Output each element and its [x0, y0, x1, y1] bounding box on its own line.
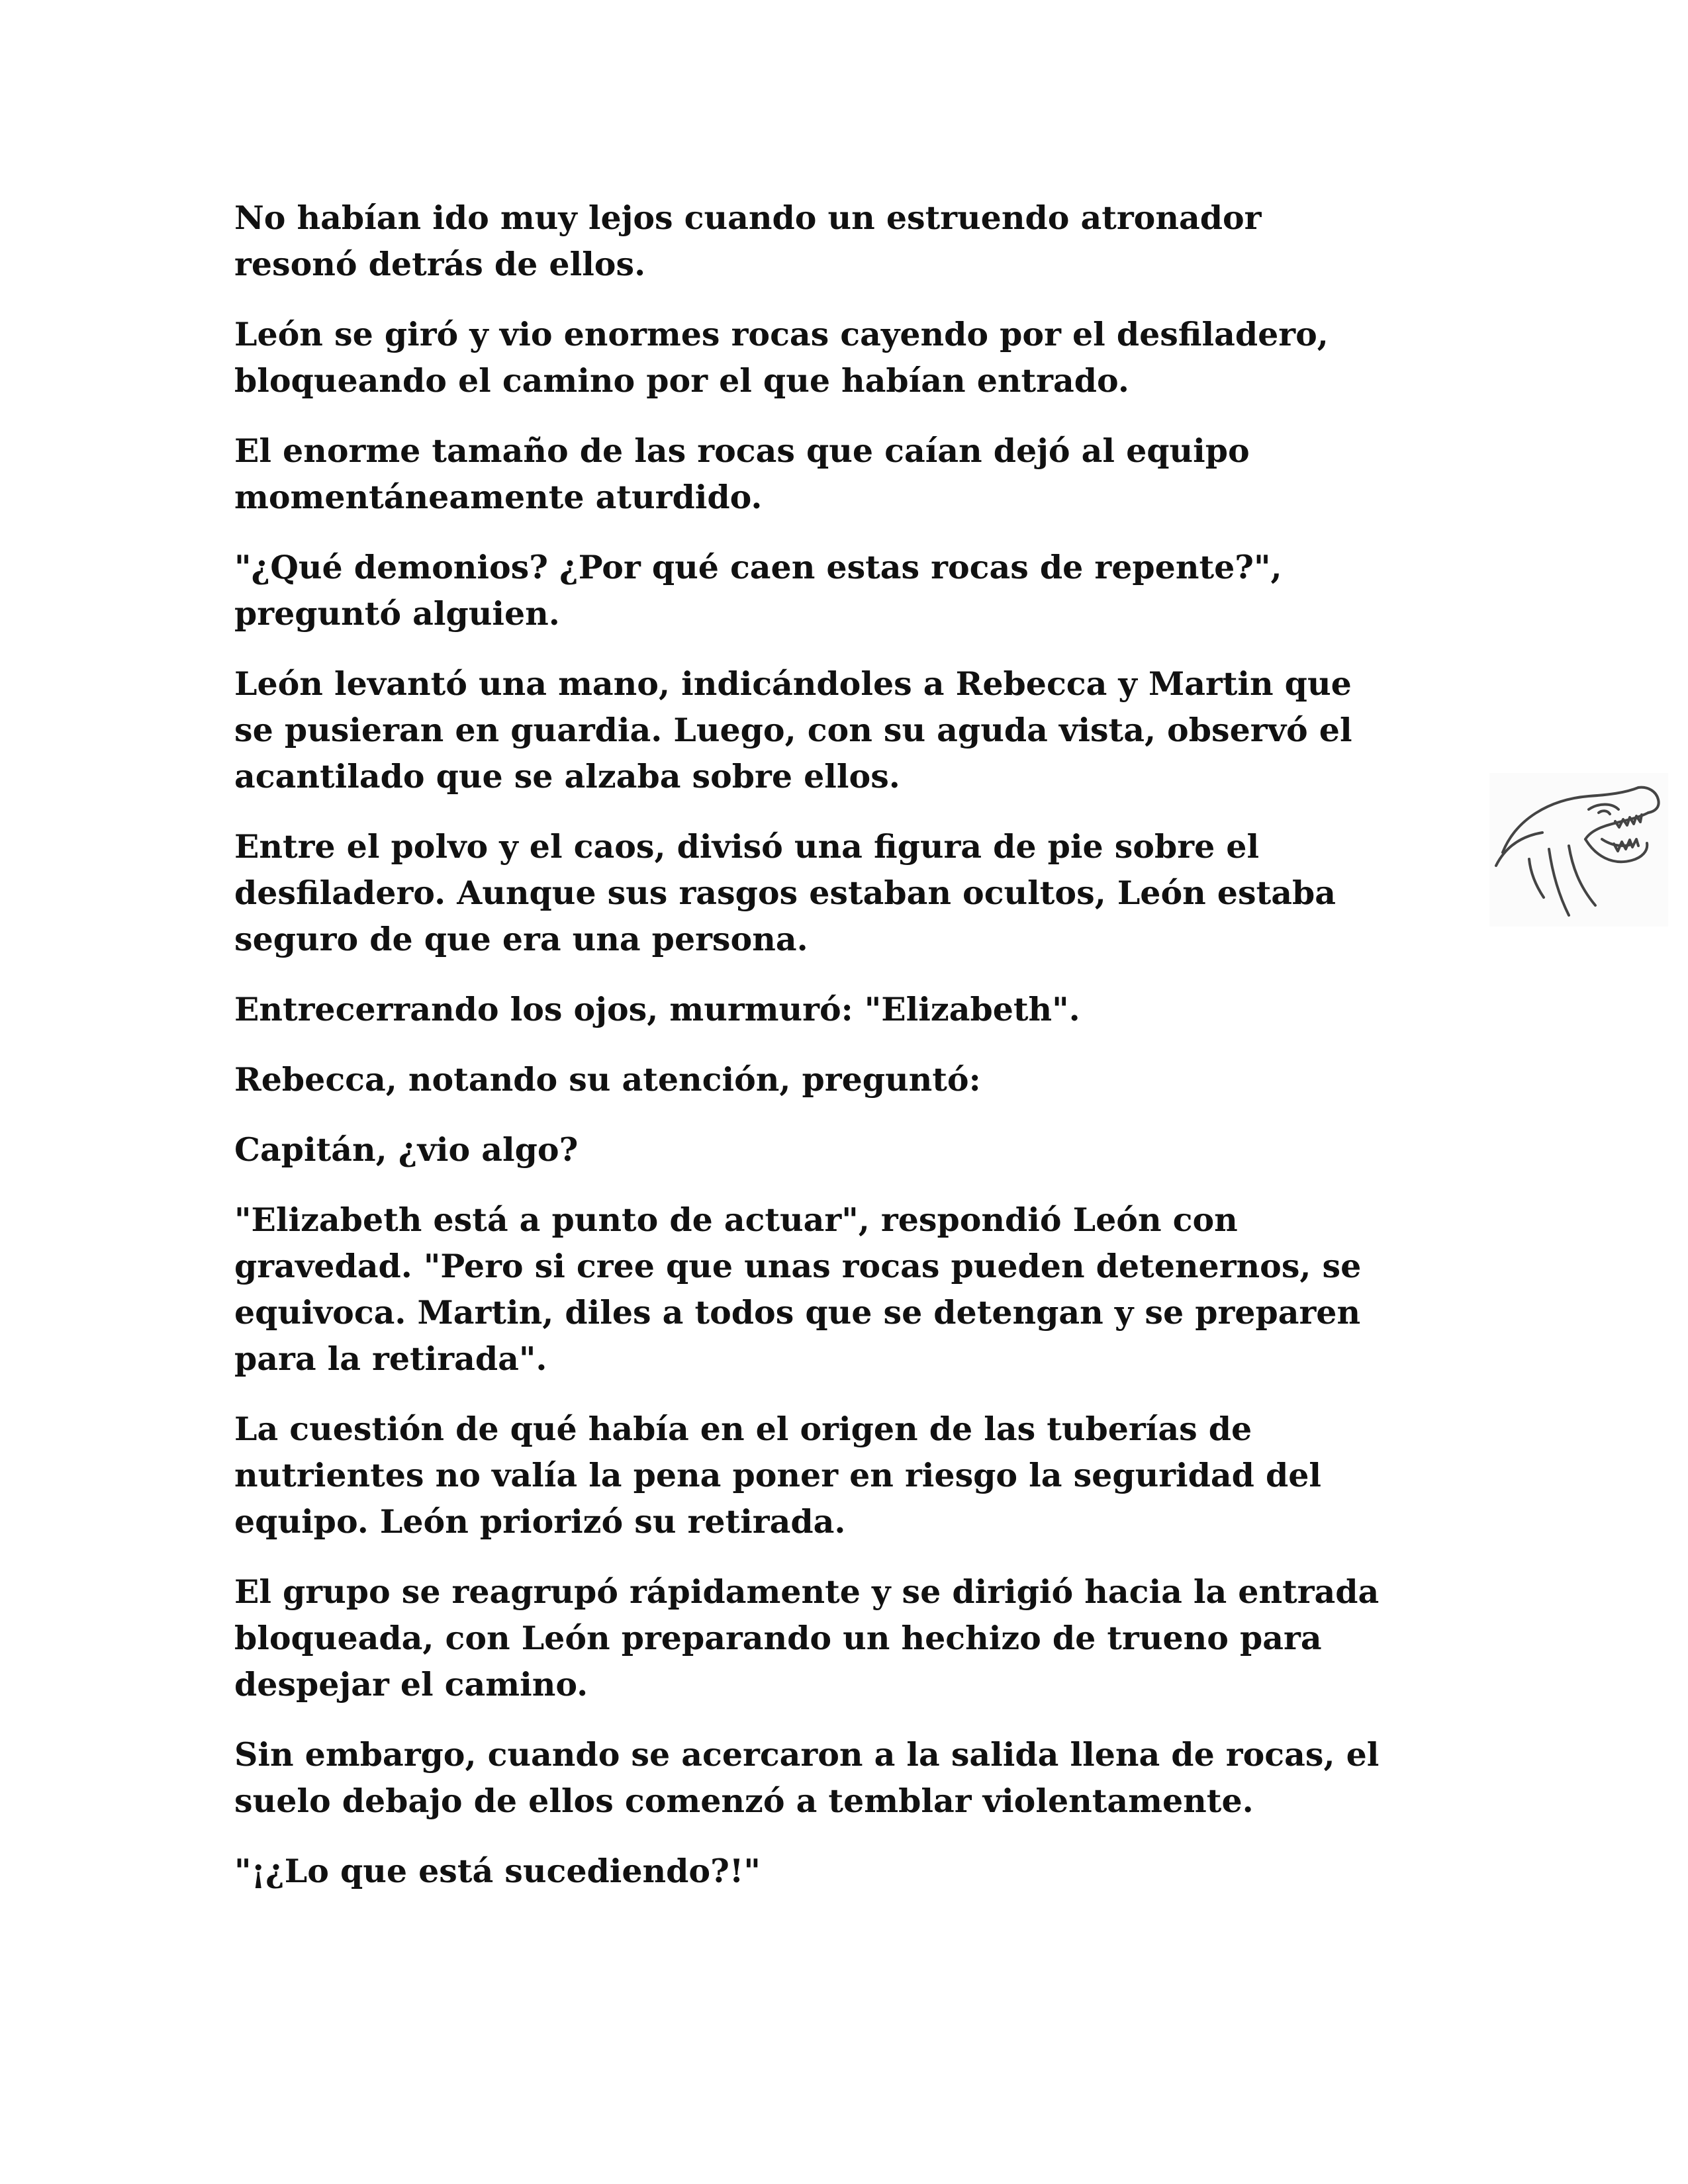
paragraph: El enorme tamaño de las rocas que caían dejó al equipo momentáneamente aturdido. — [234, 432, 1250, 516]
paragraph: Sin embargo, cuando se acercaron a la salida llena de rocas, el suelo debajo de ellos comenzó a temblar violentamente. — [234, 1735, 1380, 1820]
paragraph: El grupo se reagrupó rápidamente y se dirigió hacia la entrada bloqueada, con León preparando un hechizo de trueno para despejar el camino. — [234, 1572, 1380, 1704]
paragraph: "¿Qué demonios? ¿Por qué caen estas rocas de repente?", preguntó alguien. — [234, 548, 1282, 633]
paragraph: León se giró y vio enormes rocas cayendo por el desfiladero, bloqueando el camino por el que habían entrado. — [234, 315, 1329, 400]
paragraph: Rebecca, notando su atención, preguntó: — [234, 1060, 981, 1099]
dinosaur-head-sketch-icon — [1489, 773, 1668, 927]
paragraph: "¡¿Lo que está sucediendo?!" — [234, 1852, 761, 1890]
paragraph: No habían ido muy lejos cuando un estruendo atronador resonó detrás de ellos. — [234, 199, 1262, 283]
paragraph: "Elizabeth está a punto de actuar", respondió León con gravedad. "Pero si cree que unas rocas pueden detenernos, se equivoca. Martin, diles a todos que se detengan y se preparen para la retirada". — [234, 1201, 1362, 1378]
paragraph: Capitán, ¿vio algo? — [234, 1130, 579, 1169]
paragraph: León levantó una mano, indicándoles a Rebecca y Martin que se pusieran en guardia. Luego, con su aguda vista, observó el acantilado que se alzaba sobre ellos. — [234, 664, 1352, 796]
paragraph: La cuestión de qué había en el origen de las tuberías de nutrientes no valía la pena poner en riesgo la seguridad del equipo. León priorizó su retirada. — [234, 1410, 1322, 1541]
story-text — [234, 195, 1492, 1918]
paragraph: Entre el polvo y el caos, divisó una figura de pie sobre el desfiladero. Aunque sus rasgos estaban ocultos, León estaba seguro de que era una persona. — [234, 827, 1336, 958]
paragraph: Entrecerrando los ojos, murmuró: "Elizabeth". — [234, 990, 1080, 1028]
